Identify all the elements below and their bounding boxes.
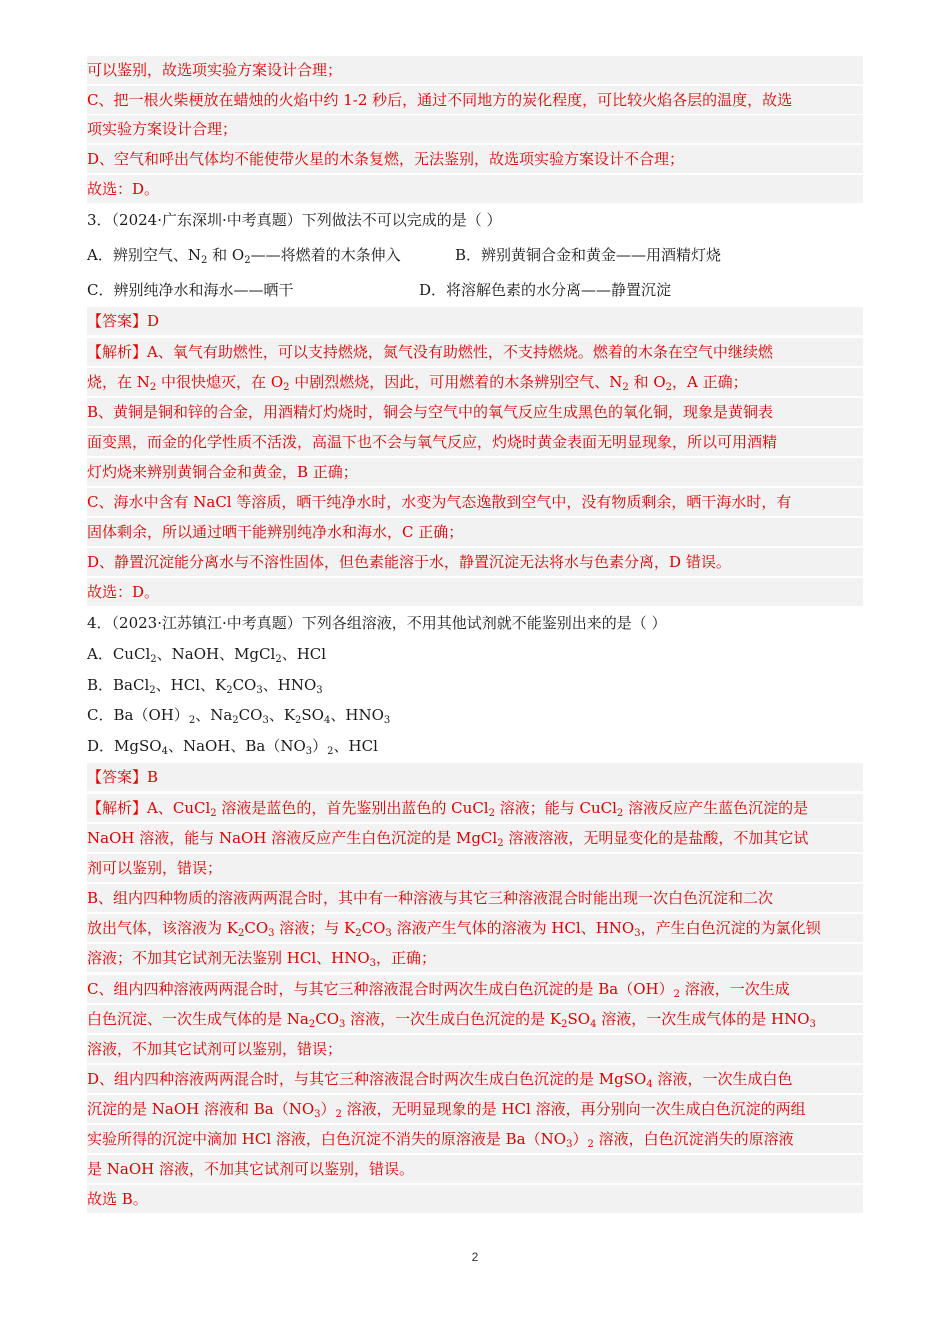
- explanation-line: 灯灼烧来辨别黄铜合金和黄金，B 正确；: [87, 458, 863, 486]
- explanation-line: 故选：D。: [87, 578, 863, 606]
- question-4-stem: 4．（2023·江苏镇江·中考真题）下列各组溶液，不用其他试剂就不能鉴别出来的是（ ）: [87, 614, 667, 632]
- explanation-line: C、把一根火柴梗放在蜡烛的火焰中约 1-2 秒后，通过不同地方的炭化程度，可比较火焰各层的温度，故选: [87, 86, 863, 114]
- explanation-line: 白色沉淀、一次生成气体的是 $Na_2CO_3$ 溶液，一次生成白色沉淀的是 $K_2SO_4$ 溶液，一次生成气体的是 $HNO_3$: [87, 1005, 863, 1033]
- explanation-line: 是 NaOH 溶液，不加其它试剂可以鉴别，错误。: [87, 1155, 863, 1183]
- question-3-options-cd: [87, 276, 863, 304]
- explanation-line: D、静置沉淀能分离水与不溶性固体，但色素能溶于水，静置沉淀无法将水与色素分离，D 错误。: [87, 548, 863, 576]
- question-3-stem: 3．（2024·广东深圳·中考真题）下列做法不可以完成的是（ ）: [87, 211, 502, 229]
- explanation-line: D、组内四种溶液两两混合时，与其它三种溶液混合时两次生成白色沉淀的是 MgSO$_4$ 溶液，一次生成白色: [87, 1065, 863, 1093]
- explanation-line: 溶液，不加其它试剂可以鉴别，错误；: [87, 1035, 863, 1063]
- option-c: C．辨别纯净水和海水——晒干: [87, 281, 294, 299]
- explanation-line: B、组内四种物质的溶液两两混合时，其中有一种溶液与其它三种溶液混合时能出现一次白色沉淀和二次: [87, 884, 863, 912]
- explanation-line: 放出气体，该溶液为 $K_2CO_3$ 溶液；与 $K_2CO_3$ 溶液产生气体的溶液为 HCl、$HNO_3$，产生白色沉淀的为氯化钡: [87, 914, 863, 942]
- option-a: A．CuCl$_2$、NaOH、MgCl$_2$、HCl: [87, 645, 327, 665]
- page-number: 2: [471, 1250, 479, 1264]
- option-d: D．MgSO$_4$、NaOH、$Ba(NO_3)_2$、HCl: [87, 737, 378, 757]
- explanation-line: 溶液；不加其它试剂无法鉴别 HCl、$HNO_3$，正确；: [87, 944, 863, 972]
- explanation-line: C、组内四种溶液两两混合时，与其它三种溶液混合时两次生成白色沉淀的是 $Ba(OH)_2$ 溶液，一次生成: [87, 975, 863, 1003]
- explanation-line: C、海水中含有 NaCl 等溶质，晒干纯净水时，水变为气态逸散到空气中，没有物质剩余，晒干海水时，有: [87, 488, 863, 516]
- option-b: B．BaCl$_2$、HCl、$K_2CO_3$、$HNO_3$: [87, 676, 323, 696]
- answer-label: 【答案】B: [87, 763, 863, 791]
- option-c: C．$Ba(OH)_2$、$Na_2CO_3$、$K_2SO_4$、$HNO_3$: [87, 706, 391, 726]
- explanation-line: 可以鉴别，故选项实验方案设计合理；: [87, 56, 863, 84]
- option-a: A．辨别空气、$N_2$ 和 $O_2——$将燃着的木条伸入: [87, 246, 401, 266]
- explanation-line: 剂可以鉴别，错误；: [87, 854, 863, 882]
- explanation-line: 沉淀的是 NaOH 溶液和 $Ba(NO_3)_2$ 溶液，无明显现象的是 HCl 溶液，再分别向一次生成白色沉淀的两组: [87, 1095, 863, 1123]
- explanation-line: 故选：D。: [87, 175, 863, 203]
- question-3-options-ab: [87, 241, 863, 269]
- explanation-line: 烧，在 $N_2$ 中很快熄灭，在 $O_2$ 中剧烈燃烧，因此，可用燃着的木条辨别空气、$N_2$ 和 $O_2$，A 正确；: [87, 368, 863, 396]
- explanation-line: 面变黑，而金的化学性质不活泼，高温下也不会与氧气反应，灼烧时黄金表面无明显现象，所以可用酒精: [87, 428, 863, 456]
- answer-label: 【答案】D: [87, 307, 863, 335]
- explanation-line: D、空气和呼出气体均不能使带火星的木条复燃，无法鉴别，故选项实验方案设计不合理；: [87, 145, 863, 173]
- explanation-line: 【解析】A、氧气有助燃性，可以支持燃烧，氮气没有助燃性，不支持燃烧。燃着的木条在空气中继续燃: [87, 338, 863, 366]
- explanation-line: 故选 B。: [87, 1185, 863, 1213]
- explanation-line: 【解析】A、CuCl$_2$ 溶液是蓝色的，首先鉴别出蓝色的 CuCl$_2$ 溶液；能与 CuCl$_2$ 溶液反应产生蓝色沉淀的是: [87, 794, 863, 822]
- option-b: B．辨别黄铜合金和黄金——用酒精灯烧: [455, 246, 722, 264]
- explanation-line: B、黄铜是铜和锌的合金，用酒精灯灼烧时，铜会与空气中的氧气反应生成黑色的氧化铜，现象是黄铜表: [87, 398, 863, 426]
- explanation-line: NaOH 溶液，能与 NaOH 溶液反应产生白色沉淀的是 MgCl$_2$ 溶液溶液，无明显变化的是盐酸，不加其它试: [87, 824, 863, 852]
- option-d: D．将溶解色素的水分离——静置沉淀: [419, 281, 672, 299]
- explanation-label: 【解析】: [87, 799, 148, 817]
- explanation-line: 固体剩余，所以通过晒干能辨别纯净水和海水，C 正确；: [87, 518, 863, 546]
- explanation-line: 项实验方案设计合理；: [87, 115, 863, 143]
- explanation-line: 实验所得的沉淀中滴加 HCl 溶液，白色沉淀不消失的原溶液是 $Ba(NO_3)_2$ 溶液，白色沉淀消失的原溶液: [87, 1125, 863, 1153]
